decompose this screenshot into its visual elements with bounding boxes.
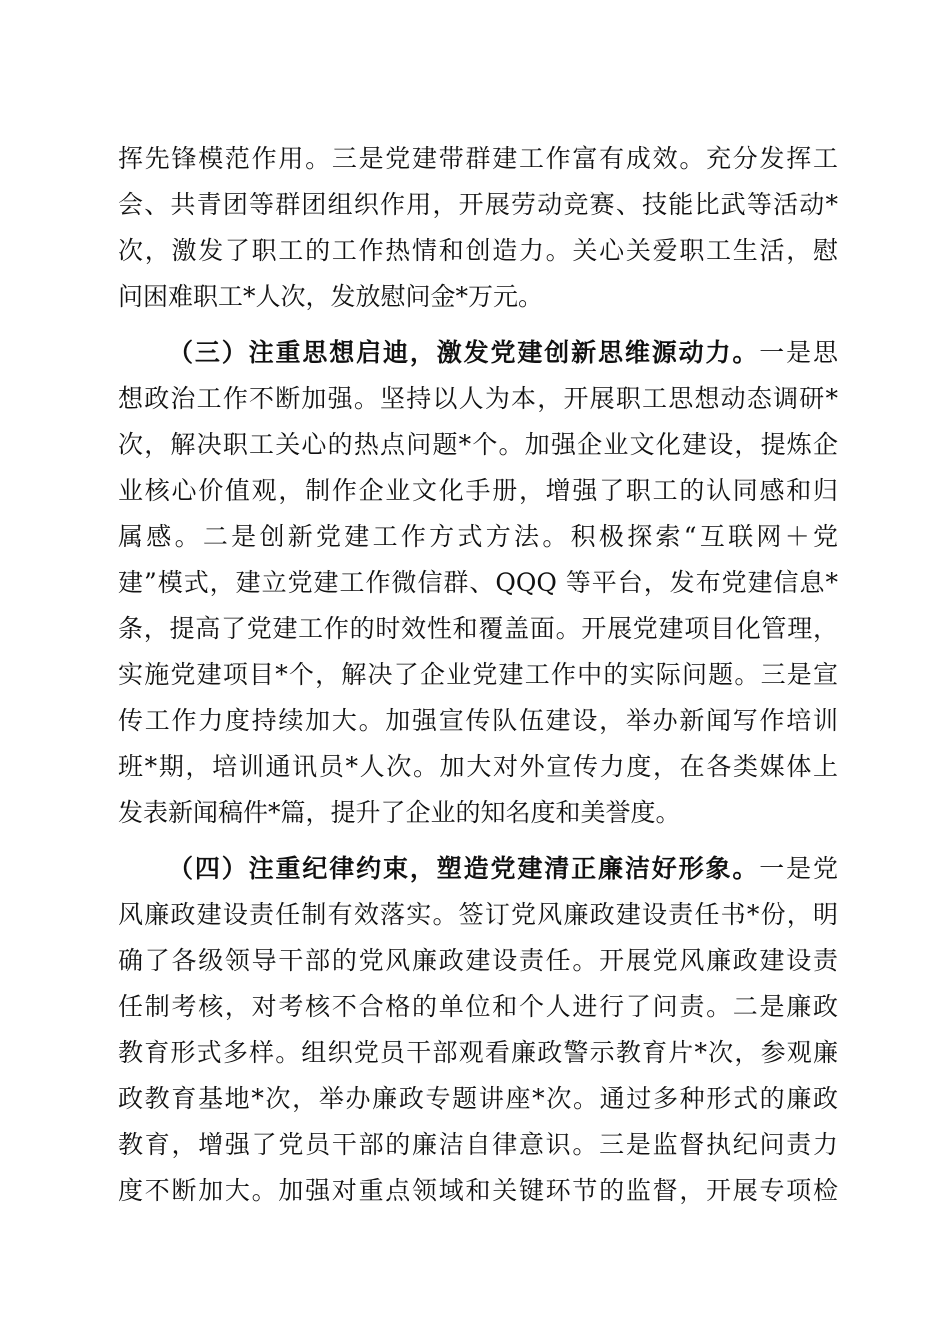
text-line: 想政治工作不断加强。坚持以人为本，开展职工思想动态调研* bbox=[118, 384, 838, 413]
text-line: 业核心价值观，制作企业文化手册，增强了职工的认同感和归 bbox=[118, 476, 838, 505]
text-line: 属感。二是创新党建工作方式方法。积极探索“互联网＋党 bbox=[118, 522, 838, 551]
text-line: 风廉政建设责任制有效落实。签订党风廉政建设责任书*份，明 bbox=[118, 900, 838, 929]
text-line: 任制考核，对考核不合格的单位和个人进行了问责。二是廉政 bbox=[118, 992, 838, 1021]
text-line: 次，激发了职工的工作热情和创造力。关心关爱职工生活，慰 bbox=[118, 236, 838, 265]
text-line: 政教育基地*次，举办廉政专题讲座*次。通过多种形式的廉政 bbox=[118, 1084, 838, 1113]
text-line: 教育，增强了党员干部的廉洁自律意识。三是监督执纪问责力 bbox=[118, 1130, 838, 1159]
section-heading-line bbox=[118, 330, 838, 376]
text-line: 建”模式，建立党建工作微信群、QQQ 等平台，发布党建信息* bbox=[118, 568, 838, 597]
section-heading-4: （四）注重纪律约束，塑造党建清正廉洁好形象。 bbox=[168, 854, 760, 883]
paragraph-3 bbox=[118, 330, 838, 836]
section-heading-3: （三）注重思想启迪，激发党建创新思维源动力。 bbox=[168, 338, 760, 367]
text-line: 教育形式多样。组织党员干部观看廉政警示教育片*次，参观廉 bbox=[118, 1038, 838, 1067]
text-line: 班*期，培训通讯员*人次。加大对外宣传力度，在各类媒体上 bbox=[118, 752, 838, 781]
text-line: 发表新闻稿件*篇，提升了企业的知名度和美誉度。 bbox=[118, 798, 681, 827]
paragraph-4 bbox=[118, 846, 838, 1214]
text-line: 条，提高了党建工作的时效性和覆盖面。开展党建项目化管理， bbox=[118, 614, 838, 643]
section-heading-line bbox=[118, 846, 838, 892]
text-line: 问困难职工*人次，发放慰问金*万元。 bbox=[118, 282, 544, 311]
text-line: 实施党建项目*个，解决了企业党建工作中的实际问题。三是宣 bbox=[118, 660, 838, 689]
text-line: 挥先锋模范作用。三是党建带群建工作富有成效。充分发挥工 bbox=[118, 144, 838, 173]
text-line: 会、共青团等群团组织作用，开展劳动竞赛、技能比武等活动* bbox=[118, 190, 838, 219]
text-line: 确了各级领导干部的党风廉政建设责任。开展党风廉政建设责 bbox=[118, 946, 838, 975]
text-line: 次，解决职工关心的热点问题*个。加强企业文化建设，提炼企 bbox=[118, 430, 838, 459]
paragraph-1 bbox=[118, 136, 838, 320]
text-line: 传工作力度持续加大。加强宣传队伍建设，举办新闻写作培训 bbox=[118, 706, 838, 735]
heading-line-rest: 一是党 bbox=[759, 854, 838, 883]
heading-line-rest: 一是思 bbox=[759, 338, 838, 367]
text-line: 度不断加大。加强对重点领域和关键环节的监督，开展专项检 bbox=[118, 1176, 838, 1205]
document-body bbox=[118, 136, 838, 1214]
